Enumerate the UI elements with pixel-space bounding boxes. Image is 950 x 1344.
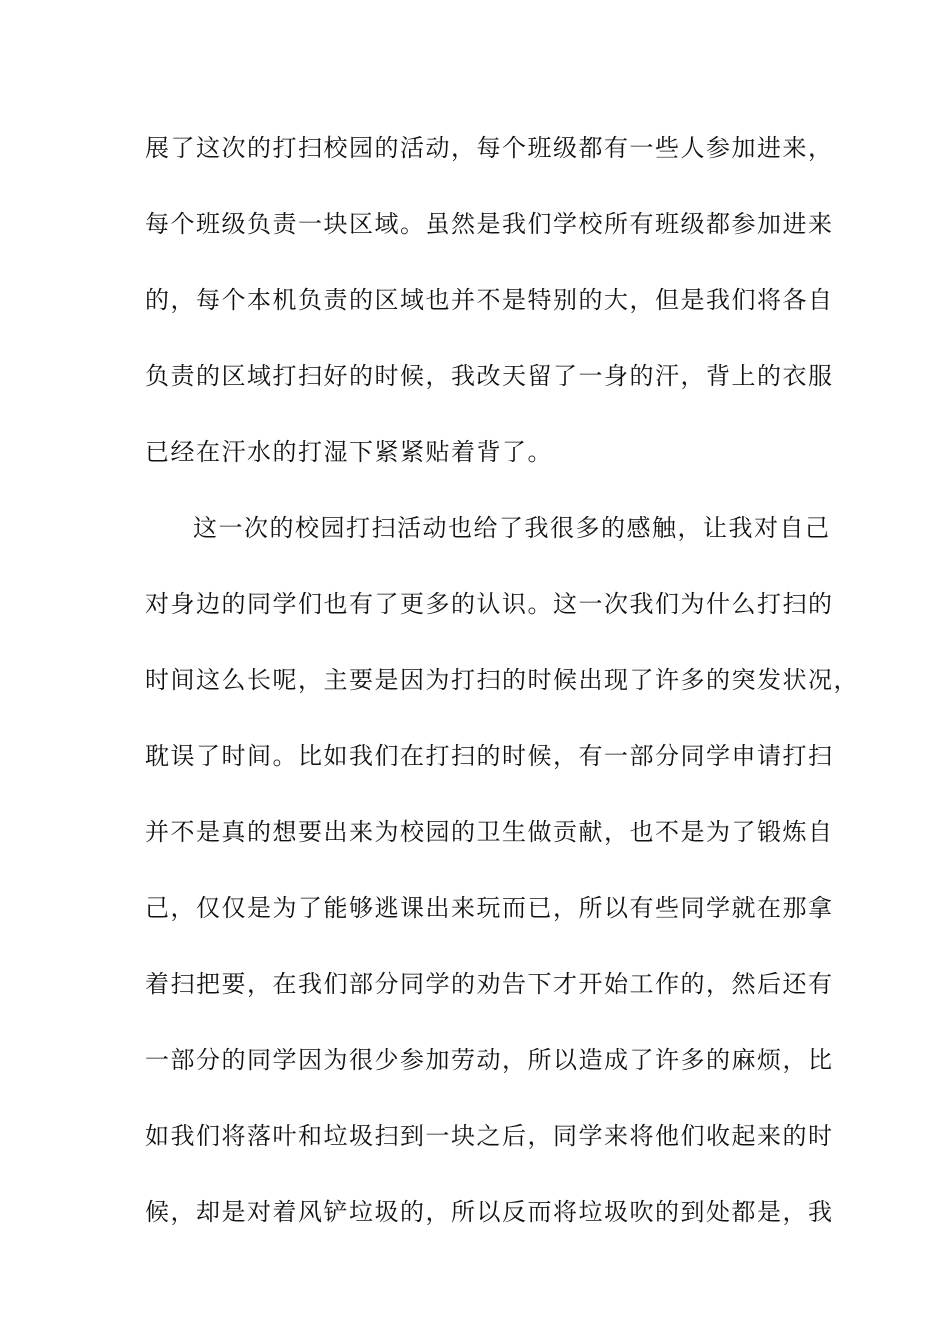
text-line: 着扫把要，在我们部分同学的劝告下才开始工作的，然后还有 [145,970,834,998]
text-line: 展了这次的打扫校园的活动，每个班级都有一些人参加进来， [145,134,834,162]
text-line: 每个班级负责一块区域。虽然是我们学校所有班级都参加进来 [145,210,834,238]
text-line: 候，却是对着风铲垃圾的，所以反而将垃圾吹的到处都是，我 [145,1198,834,1226]
text-line: 已经在汗水的打湿下紧紧贴着背了。 [145,438,553,466]
text-line: 时间这么长呢，主要是因为打扫的时候出现了许多的突发状况， [145,666,859,694]
text-line: 一部分的同学因为很少参加劳动，所以造成了许多的麻烦，比 [145,1046,834,1074]
text-line: 耽误了时间。比如我们在打扫的时候，有一部分同学申请打扫 [145,742,834,770]
body-text [145,128,859,1268]
paragraph-first-line: 这一次的校园打扫活动也给了我很多的感触，让我对自己 [193,514,831,542]
text-line: 己，仅仅是为了能够逃课出来玩而已，所以有些同学就在那拿 [145,894,834,922]
text-line: 如我们将落叶和垃圾扫到一块之后，同学来将他们收起来的时 [145,1122,834,1150]
text-line: 并不是真的想要出来为校园的卫生做贡献，也不是为了锻炼自 [145,818,834,846]
text-line: 负责的区域打扫好的时候，我改天留了一身的汗，背上的衣服 [145,362,834,390]
text-line: 对身边的同学们也有了更多的认识。这一次我们为什么打扫的 [145,590,834,618]
text-line: 的，每个本机负责的区域也并不是特别的大，但是我们将各自 [145,286,834,314]
